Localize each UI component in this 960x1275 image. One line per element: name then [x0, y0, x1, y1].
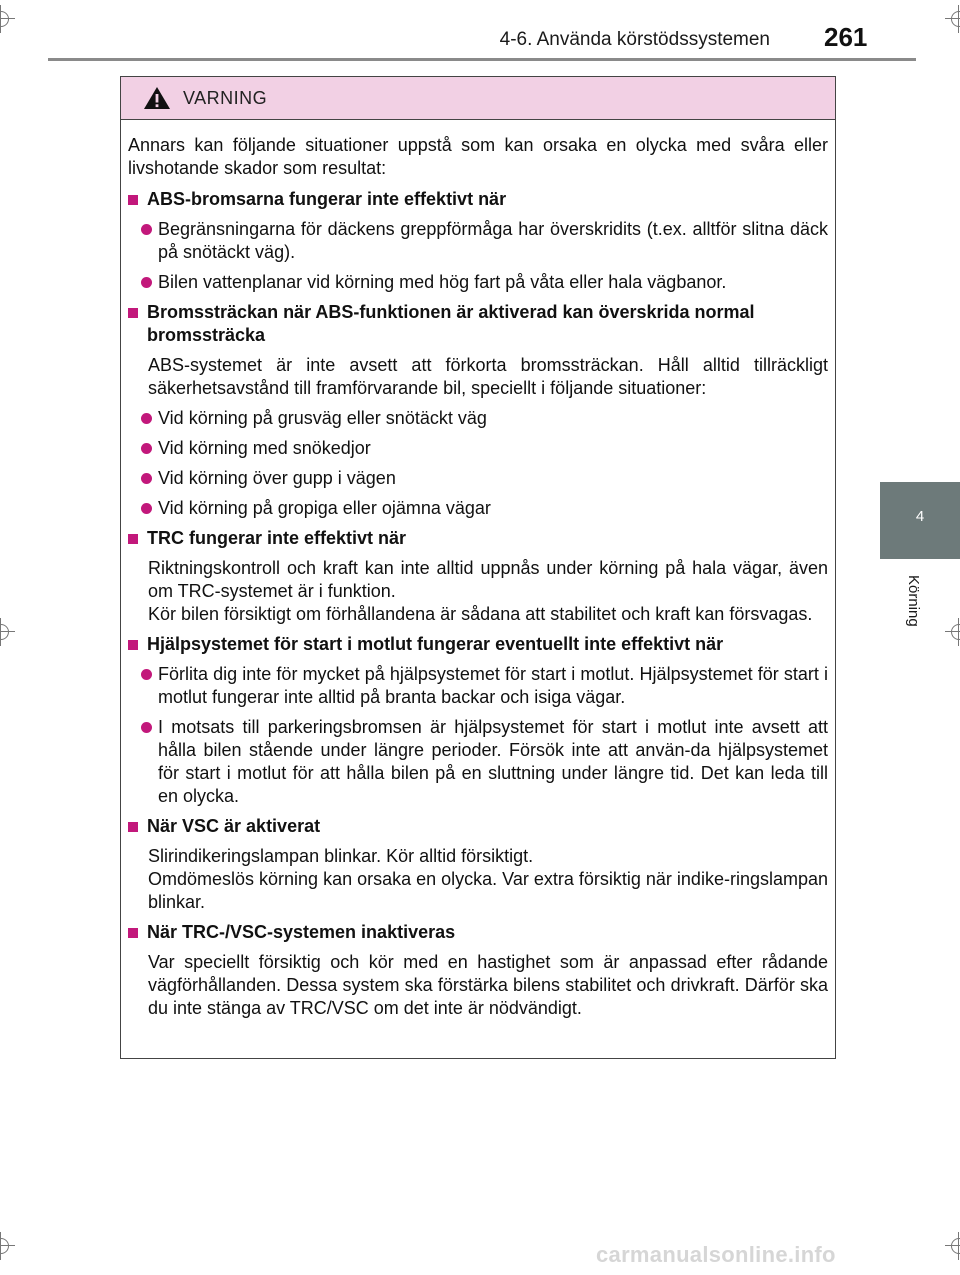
- section-heading-trc: TRC fungerar inte effektivt när: [128, 527, 828, 550]
- round-bullet-icon: [141, 443, 152, 454]
- chapter-tab[interactable]: [880, 482, 960, 559]
- crop-mark-top-left: [0, 5, 15, 33]
- warning-header: [121, 77, 835, 120]
- square-bullet-icon: [128, 640, 138, 650]
- square-bullet-icon: [128, 534, 138, 544]
- section-paragraph: Var speciellt försiktig och kör med en hastighet som är anpassad efter rådande vägförhållanden. Dessa system ska förstärka bilens stabilitet och drivkraft. Därför ska du inte stänga av TRC/VSC om det inte är nödvändigt.: [148, 952, 828, 1018]
- crop-mark-mid-left: [0, 618, 15, 646]
- square-bullet-icon: [128, 195, 138, 205]
- section-paragraph: Slirindikeringslampan blinkar. Kör alltid försiktigt. Omdömeslös körning kan orsaka en olycka. Var extra försiktig när indike-ringslampan blinkar.: [148, 846, 828, 912]
- crop-mark-bottom-left: [0, 1232, 15, 1260]
- chapter-number: 4: [915, 508, 925, 525]
- square-bullet-icon: [128, 308, 138, 318]
- section-heading-trc-vsc-off: När TRC-/VSC-systemen inaktiveras: [128, 921, 828, 944]
- header-divider: [48, 58, 916, 61]
- list-item: Begränsningarna för däckens greppförmåga har överskridits (t.ex. alltför slitna däck på snötäckt väg).: [128, 218, 828, 264]
- round-bullet-icon: [141, 722, 152, 733]
- list-item: Vid körning över gupp i vägen: [128, 467, 828, 490]
- list-item: Bilen vattenplanar vid körning med hög fart på våta eller hala vägbanor.: [128, 271, 828, 294]
- crop-mark-top-right: [945, 5, 960, 33]
- round-bullet-icon: [141, 473, 152, 484]
- section-heading-hill-start: Hjälpsystemet för start i motlut fungerar eventuellt inte effektivt när: [128, 633, 828, 656]
- crop-mark-bottom-right: [945, 1232, 960, 1260]
- warning-body: [121, 120, 835, 1020]
- round-bullet-icon: [141, 503, 152, 514]
- warning-box: [120, 76, 836, 1059]
- list-item: I motsats till parkeringsbromsen är hjälpsystemet för start i motlut inte avsett att hålla bilen stående under längre perioder. Försök inte att använ-da hjälpsystemet för start i motlut för att hålla bilen på en sluttning under längre tid. Det kan leda till en olycka.: [128, 716, 828, 808]
- round-bullet-icon: [141, 277, 152, 288]
- crop-mark-mid-right: [945, 618, 960, 646]
- list-item: Vid körning på gropiga eller ojämna vägar: [128, 497, 828, 520]
- round-bullet-icon: [141, 413, 152, 424]
- watermark: carmanualsonline.info: [596, 1242, 836, 1267]
- page-number: 261: [824, 22, 868, 52]
- square-bullet-icon: [128, 822, 138, 832]
- warning-intro: Annars kan följande situationer uppstå som kan orsaka en olycka med svåra eller livshotande skador som resultat:: [128, 135, 828, 178]
- list-item: Vid körning på grusväg eller snötäckt väg: [128, 407, 828, 430]
- warning-triangle-icon: [143, 86, 171, 110]
- section-paragraph: Riktningskontroll och kraft kan inte alltid uppnås under körning på hala vägar, även om TRC-systemet är i funktion. Kör bilen försiktigt om förhållandena är sådana att stabilitet och kraft kan försvagas.: [148, 558, 828, 624]
- section-heading-braking-distance: Bromssträckan när ABS-funktionen är aktiverad kan överskrida normal bromssträcka: [128, 301, 828, 347]
- chapter-label: Körning: [905, 575, 922, 627]
- round-bullet-icon: [141, 224, 152, 235]
- list-item: Förlita dig inte för mycket på hjälpsystemet för start i motlut. Hjälpsystemet för start i motlut fungerar inte alltid på branta backar och isiga vägar.: [128, 663, 828, 709]
- warning-title: VARNING: [183, 87, 268, 108]
- section-title: 4-6. Använda körstödssystemen: [499, 29, 770, 50]
- list-item: Vid körning med snökedjor: [128, 437, 828, 460]
- square-bullet-icon: [128, 928, 138, 938]
- section-heading-vsc-active: När VSC är aktiverat: [128, 815, 828, 838]
- round-bullet-icon: [141, 669, 152, 680]
- section-paragraph: ABS-systemet är inte avsett att förkorta bromssträckan. Håll alltid tillräckligt säkerhetsavstånd till framförvarande bil, speciellt i följande situationer:: [148, 355, 828, 398]
- section-heading-abs: ABS-bromsarna fungerar inte effektivt när: [128, 188, 828, 211]
